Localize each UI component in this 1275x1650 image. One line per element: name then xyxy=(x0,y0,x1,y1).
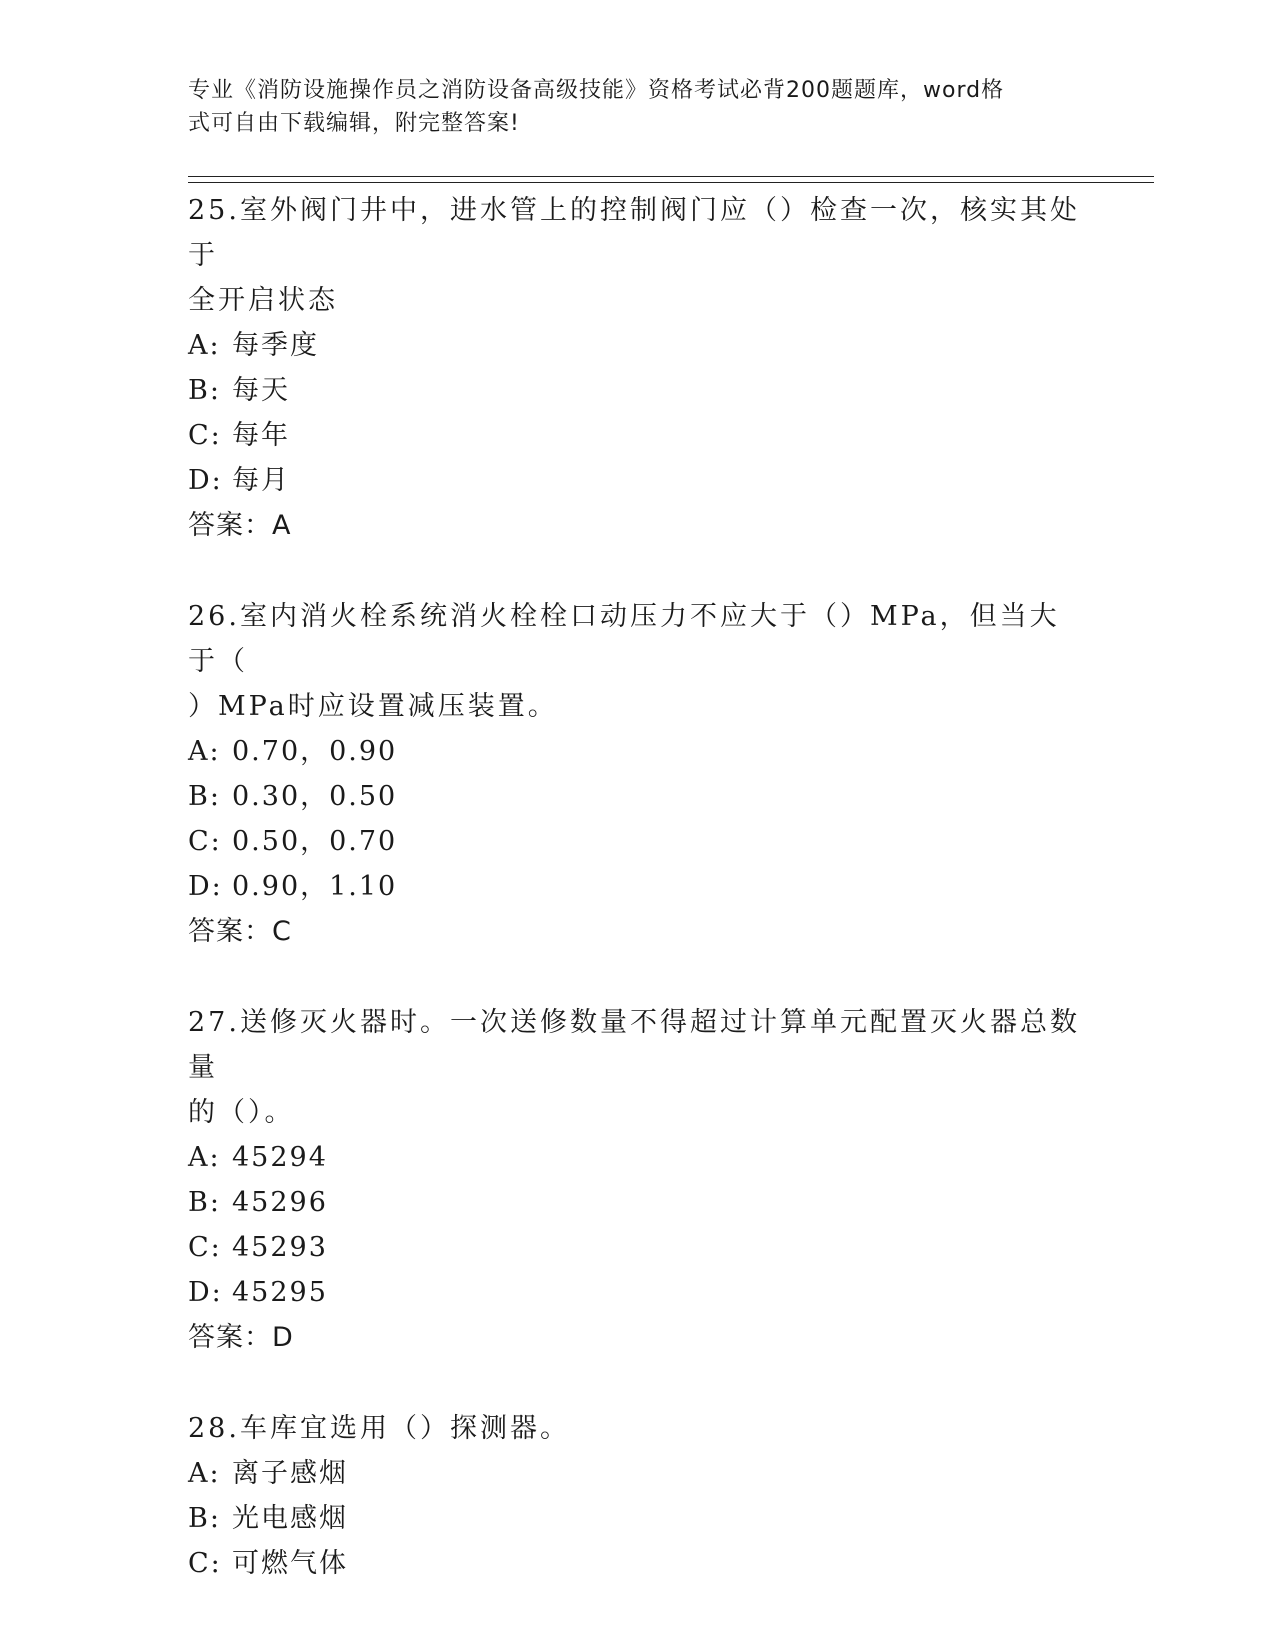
option-text: 0.70，0.90 xyxy=(232,736,398,767)
question-stem-line-1: 27.送修灭火器时。一次送修数量不得超过计算单元配置灭火器总数量 xyxy=(188,1007,1080,1083)
option-text: 每天 xyxy=(232,375,290,406)
option-key: C: xyxy=(188,1232,222,1263)
option-c xyxy=(188,1225,1088,1270)
option-b xyxy=(188,1496,1088,1541)
header-divider-bottom xyxy=(188,182,1154,183)
header-line-1: 专业《消防设施操作员之消防设备高级技能》资格考试必背200题题库，word格 xyxy=(188,78,1005,103)
option-d xyxy=(188,458,1088,503)
option-text: 每月 xyxy=(232,465,290,496)
option-key: A: xyxy=(188,736,221,767)
header-line-2: 式可自由下载编辑，附完整答案! xyxy=(188,111,520,136)
option-c xyxy=(188,1541,1088,1586)
option-text: 离子感烟 xyxy=(232,1458,348,1489)
answer-line: 答案：A xyxy=(188,510,292,541)
option-b xyxy=(188,1180,1088,1225)
option-a xyxy=(188,1135,1088,1180)
question-26 xyxy=(188,594,1088,954)
question-28 xyxy=(188,1406,1088,1586)
option-c xyxy=(188,413,1088,458)
question-stem-line-2: 的（）。 xyxy=(188,1097,295,1128)
option-text: 光电感烟 xyxy=(232,1503,348,1534)
option-key: A: xyxy=(188,1142,221,1173)
option-b xyxy=(188,368,1088,413)
option-d xyxy=(188,864,1088,909)
option-text: 0.90，1.10 xyxy=(232,871,398,902)
option-a xyxy=(188,323,1088,368)
option-key: D: xyxy=(188,1277,223,1308)
question-stem-line-1: 26.室内消火栓系统消火栓栓口动压力不应大于（）MPa，但当大于（ xyxy=(188,601,1060,677)
option-c xyxy=(188,819,1088,864)
option-b xyxy=(188,774,1088,819)
document-header xyxy=(188,74,1068,140)
question-list xyxy=(188,188,1088,1632)
option-text: 45294 xyxy=(232,1142,328,1173)
option-a xyxy=(188,729,1088,774)
option-d xyxy=(188,1270,1088,1315)
option-key: B: xyxy=(188,375,221,406)
question-stem-line-1: 28.车库宜选用（）探测器。 xyxy=(188,1413,570,1444)
option-key: C: xyxy=(188,826,222,857)
option-key: C: xyxy=(188,1548,222,1579)
question-27 xyxy=(188,1000,1088,1360)
option-key: D: xyxy=(188,871,223,902)
option-text: 0.30，0.50 xyxy=(232,781,398,812)
question-25 xyxy=(188,188,1088,548)
option-text: 每年 xyxy=(232,420,290,451)
option-key: C: xyxy=(188,420,222,451)
option-text: 45296 xyxy=(232,1187,328,1218)
option-text: 45293 xyxy=(232,1232,328,1263)
question-stem-line-1: 25.室外阀门井中，进水管上的控制阀门应（）检查一次，核实其处于 xyxy=(188,195,1080,271)
option-key: B: xyxy=(188,1503,221,1534)
header-divider-top xyxy=(188,176,1154,177)
option-a xyxy=(188,1451,1088,1496)
option-key: A: xyxy=(188,330,221,361)
option-key: B: xyxy=(188,781,221,812)
option-text: 每季度 xyxy=(232,330,319,361)
question-stem-line-2: ）MPa时应设置减压装置。 xyxy=(188,691,558,722)
answer-line: 答案：C xyxy=(188,916,292,947)
option-text: 可燃气体 xyxy=(232,1548,348,1579)
option-key: B: xyxy=(188,1187,221,1218)
option-key: D: xyxy=(188,465,223,496)
option-key: A: xyxy=(188,1458,221,1489)
option-text: 45295 xyxy=(232,1277,328,1308)
question-stem-line-2: 全开启状态 xyxy=(188,285,338,316)
answer-line: 答案：D xyxy=(188,1322,294,1353)
option-text: 0.50，0.70 xyxy=(232,826,398,857)
